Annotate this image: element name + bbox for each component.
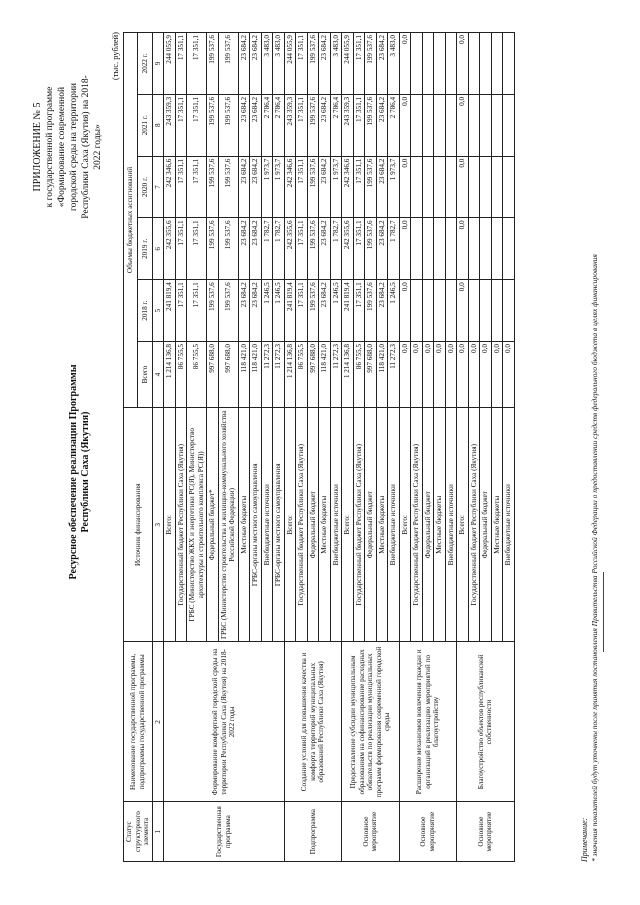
- year-value-cell: 17 351,1: [296, 94, 308, 156]
- total-value-cell: 11 272,3: [330, 342, 342, 408]
- table-body: [164, 33, 515, 862]
- year-value-cell: 199 537,6: [207, 280, 219, 342]
- year-value-cell: 17 351,1: [187, 33, 207, 95]
- source-cell: Федеральный бюджет: [307, 408, 319, 642]
- year-value-cell: 199 537,6: [307, 33, 319, 95]
- year-value-cell: 1 246,5: [273, 280, 285, 342]
- total-value-cell: 86 755,5: [187, 342, 207, 408]
- year-value-cell: 1 246,5: [330, 280, 342, 342]
- year-value-cell: 23 684,2: [250, 156, 262, 218]
- total-value-cell: 0,0: [411, 342, 423, 408]
- year-value-cell: [480, 156, 492, 218]
- total-value-cell: 997 688,0: [218, 342, 238, 408]
- total-value-cell: 1 214 136,8: [342, 342, 354, 408]
- header-row: [124, 33, 138, 862]
- year-value-cell: [422, 218, 434, 280]
- year-value-cell: [445, 218, 457, 280]
- year-value-cell: 23 684,2: [250, 33, 262, 95]
- total-value-cell: 118 421,0: [319, 342, 331, 408]
- total-value-cell: 0,0: [399, 342, 411, 408]
- total-value-cell: 118 421,0: [376, 342, 388, 408]
- col-number: 8: [152, 94, 164, 156]
- table-row: [284, 33, 296, 862]
- table-row: [457, 33, 469, 862]
- year-value-cell: 199 537,6: [207, 218, 219, 280]
- rotated-document-sheet: [28, 22, 613, 882]
- source-cell: Государственный бюджет Республики Саха (Якутия): [296, 408, 308, 642]
- col-source-header: Источник финансирования: [124, 408, 153, 642]
- total-value-cell: 0,0: [491, 342, 503, 408]
- year-value-cell: [480, 218, 492, 280]
- source-cell: Местные бюджеты: [434, 408, 446, 642]
- year-value-cell: 1 246,5: [388, 280, 400, 342]
- source-cell: Местные бюджеты: [319, 408, 331, 642]
- total-value-cell: 118 421,0: [250, 342, 262, 408]
- year-value-cell: 17 351,1: [187, 156, 207, 218]
- col-year-header: 2019 г.: [138, 218, 152, 280]
- year-value-cell: 0,0: [399, 94, 411, 156]
- year-value-cell: 0,0: [399, 156, 411, 218]
- total-value-cell: 86 755,5: [296, 342, 308, 408]
- footnote-rule: [603, 572, 604, 652]
- total-value-cell: 0,0: [480, 342, 492, 408]
- source-cell: ГРБС (Министерство строительства и жилищно-коммунального хозяйства Российской Федерации): [218, 408, 238, 642]
- year-value-cell: 199 537,6: [218, 94, 238, 156]
- appendix-header: [32, 32, 104, 262]
- year-value-cell: 17 351,1: [175, 33, 187, 95]
- source-cell: Местные бюджеты: [376, 408, 388, 642]
- col-year-header: 2020 г.: [138, 156, 152, 218]
- col-number: 1: [152, 802, 164, 862]
- total-value-cell: 997 688,0: [307, 342, 319, 408]
- year-value-cell: 242 346,6: [164, 156, 176, 218]
- year-value-cell: 2 786,4: [388, 94, 400, 156]
- total-value-cell: 0,0: [434, 342, 446, 408]
- total-value-cell: 0,0: [445, 342, 457, 408]
- year-value-cell: 1 973,7: [388, 156, 400, 218]
- total-value-cell: 11 272,3: [261, 342, 273, 408]
- source-cell: Местные бюджеты: [238, 408, 250, 642]
- appendix-line: «Формирование современной: [57, 86, 67, 208]
- year-value-cell: [434, 156, 446, 218]
- year-value-cell: 0,0: [399, 280, 411, 342]
- total-value-cell: 86 755,5: [353, 342, 365, 408]
- name-cell: Расширение механизмов вовлечения граждан и организаций в реализацию мероприятий по благоустройству: [399, 642, 457, 802]
- year-value-cell: 3 483,0: [273, 33, 285, 95]
- year-value-cell: 199 537,6: [218, 218, 238, 280]
- year-value-cell: 199 537,6: [365, 156, 377, 218]
- source-cell: Государственный бюджет Республики Саха (Якутия): [411, 408, 423, 642]
- year-value-cell: 1 973,7: [273, 156, 285, 218]
- unit-label: (тыс. рублей): [110, 32, 120, 81]
- year-value-cell: 1 246,5: [261, 280, 273, 342]
- year-value-cell: 243 359,3: [284, 94, 296, 156]
- year-value-cell: [434, 218, 446, 280]
- source-cell: Всего:: [457, 408, 469, 642]
- col-year-header: 2021 г.: [138, 94, 152, 156]
- total-value-cell: 118 421,0: [238, 342, 250, 408]
- year-value-cell: 2 786,4: [261, 94, 273, 156]
- year-value-cell: 1 782,7: [330, 218, 342, 280]
- year-value-cell: 23 684,2: [250, 218, 262, 280]
- year-value-cell: 23 684,2: [319, 218, 331, 280]
- source-cell: Государственный бюджет Республики Саха (Якутия): [175, 408, 187, 642]
- year-value-cell: [480, 94, 492, 156]
- total-value-cell: 0,0: [422, 342, 434, 408]
- year-value-cell: 1 973,7: [330, 156, 342, 218]
- year-value-cell: [491, 156, 503, 218]
- year-value-cell: [411, 33, 423, 95]
- source-cell: Внебюджетные источники: [445, 408, 457, 642]
- col-number: 3: [152, 408, 164, 642]
- year-value-cell: [445, 33, 457, 95]
- total-value-cell: 0,0: [503, 342, 515, 408]
- year-value-cell: [503, 218, 515, 280]
- col-number: 5: [152, 280, 164, 342]
- year-value-cell: 242 355,6: [284, 218, 296, 280]
- year-value-cell: 243 359,3: [164, 94, 176, 156]
- year-value-cell: 23 684,2: [319, 280, 331, 342]
- year-value-cell: 17 351,1: [353, 33, 365, 95]
- col-number: 9: [152, 33, 164, 95]
- year-value-cell: 199 537,6: [307, 280, 319, 342]
- year-value-cell: [468, 156, 480, 218]
- year-value-cell: 17 351,1: [187, 94, 207, 156]
- year-value-cell: 199 537,6: [365, 280, 377, 342]
- year-value-cell: 0,0: [457, 218, 469, 280]
- year-value-cell: [411, 156, 423, 218]
- status-cell: Основное мероприятие: [399, 802, 457, 862]
- source-cell: Всего:: [284, 408, 296, 642]
- year-value-cell: 1 782,7: [273, 218, 285, 280]
- year-value-cell: 23 684,2: [319, 33, 331, 95]
- appendix-number: ПРИЛОЖЕНИЕ № 5: [32, 102, 43, 192]
- resource-table: [123, 32, 515, 862]
- col-number: 2: [152, 642, 164, 802]
- col-volumes-header: Объемы бюджетных ассигнований: [124, 33, 138, 408]
- year-value-cell: 23 684,2: [238, 156, 250, 218]
- status-cell: Основное мероприятие: [342, 802, 400, 862]
- total-value-cell: 1 214 136,8: [284, 342, 296, 408]
- year-value-cell: [491, 218, 503, 280]
- status-cell: Государственная программа: [164, 802, 285, 862]
- status-cell: Основное мероприятие: [457, 802, 515, 862]
- year-value-cell: 3 483,0: [388, 33, 400, 95]
- year-value-cell: [491, 33, 503, 95]
- year-value-cell: 17 351,1: [296, 218, 308, 280]
- year-value-cell: 17 351,1: [175, 156, 187, 218]
- source-cell: Федеральный бюджет: [480, 408, 492, 642]
- year-value-cell: [491, 94, 503, 156]
- year-value-cell: 23 684,2: [238, 94, 250, 156]
- appendix-line: 2022 годы»: [93, 124, 103, 170]
- year-value-cell: 199 537,6: [218, 156, 238, 218]
- year-value-cell: 199 537,6: [365, 218, 377, 280]
- total-value-cell: 11 272,3: [388, 342, 400, 408]
- col-number: 4: [152, 342, 164, 408]
- source-cell: Федеральный бюджет: [365, 408, 377, 642]
- table-row: [342, 33, 354, 862]
- table-row: [164, 33, 176, 862]
- year-value-cell: [422, 156, 434, 218]
- document-title: [68, 262, 92, 682]
- year-value-cell: [503, 94, 515, 156]
- year-value-cell: 2 786,4: [273, 94, 285, 156]
- year-value-cell: 23 684,2: [319, 156, 331, 218]
- year-value-cell: 244 055,9: [284, 33, 296, 95]
- source-cell: Местные бюджеты: [491, 408, 503, 642]
- column-number-row: [152, 33, 164, 862]
- year-value-cell: 17 351,1: [187, 218, 207, 280]
- source-cell: Федеральный бюджет*: [207, 408, 219, 642]
- year-value-cell: 17 351,1: [175, 280, 187, 342]
- year-value-cell: 199 537,6: [307, 156, 319, 218]
- year-value-cell: 23 684,2: [238, 33, 250, 95]
- year-value-cell: 23 684,2: [250, 94, 262, 156]
- source-cell: Внебюджетные источники: [330, 408, 342, 642]
- year-value-cell: 1 782,7: [261, 218, 273, 280]
- title-line: Республики Саха (Якутия): [80, 411, 91, 533]
- col-year-header: 2022 г.: [138, 33, 152, 95]
- year-value-cell: 242 346,6: [284, 156, 296, 218]
- year-value-cell: 242 346,6: [342, 156, 354, 218]
- year-value-cell: 23 684,2: [376, 94, 388, 156]
- name-cell: Предоставление субсидии муниципальным образованиям на софинансирование расходных обязательств по реализации муниципальных программ формирования современной городской среды: [342, 642, 400, 802]
- title-line: Ресурсное обеспечение реализации Программы: [68, 364, 79, 580]
- year-value-cell: [422, 280, 434, 342]
- year-value-cell: [503, 33, 515, 95]
- year-value-cell: [445, 94, 457, 156]
- year-value-cell: 241 819,4: [342, 280, 354, 342]
- year-value-cell: [468, 218, 480, 280]
- col-total-header: Всего: [138, 342, 152, 408]
- total-value-cell: 997 688,0: [207, 342, 219, 408]
- year-value-cell: 23 684,2: [376, 280, 388, 342]
- year-value-cell: [468, 33, 480, 95]
- year-value-cell: 242 355,6: [342, 218, 354, 280]
- year-value-cell: 23 684,2: [250, 280, 262, 342]
- year-value-cell: [422, 33, 434, 95]
- total-value-cell: 0,0: [457, 342, 469, 408]
- year-value-cell: [480, 33, 492, 95]
- source-cell: Внебюджетные источники: [388, 408, 400, 642]
- col-number: 6: [152, 218, 164, 280]
- year-value-cell: 199 537,6: [218, 33, 238, 95]
- source-cell: Государственный бюджет Республики Саха (Якутия): [468, 408, 480, 642]
- year-value-cell: 199 537,6: [365, 33, 377, 95]
- status-cell: Подпрограмма: [284, 802, 342, 862]
- col-year-header: 2018 г.: [138, 280, 152, 342]
- year-value-cell: [491, 280, 503, 342]
- name-cell: Создание условий для повышения качества и комфорта территорий муниципальных образований Республики Саха (Якутия): [284, 642, 342, 802]
- total-value-cell: 997 688,0: [365, 342, 377, 408]
- year-value-cell: 17 351,1: [296, 156, 308, 218]
- year-value-cell: 243 359,3: [342, 94, 354, 156]
- source-cell: Всего:: [399, 408, 411, 642]
- year-value-cell: 23 684,2: [319, 94, 331, 156]
- year-value-cell: 199 537,6: [207, 94, 219, 156]
- year-value-cell: 23 684,2: [376, 33, 388, 95]
- source-cell: ГРБС-органы местного самоуправления: [273, 408, 285, 642]
- year-value-cell: [434, 280, 446, 342]
- year-value-cell: 244 055,9: [164, 33, 176, 95]
- appendix-line: Республики Саха (Якутия) на 2018-: [81, 75, 91, 219]
- year-value-cell: 17 351,1: [296, 33, 308, 95]
- year-value-cell: 0,0: [399, 218, 411, 280]
- year-value-cell: 0,0: [457, 156, 469, 218]
- year-value-cell: 199 537,6: [218, 280, 238, 342]
- year-value-cell: 17 351,1: [353, 280, 365, 342]
- year-value-cell: 0,0: [457, 94, 469, 156]
- year-value-cell: [503, 156, 515, 218]
- total-value-cell: 1 214 136,8: [164, 342, 176, 408]
- col-name-header: Наименование государственной программы, подпрограммы государственной программы: [124, 642, 153, 802]
- year-value-cell: [411, 280, 423, 342]
- total-value-cell: 11 272,3: [273, 342, 285, 408]
- year-value-cell: 2 786,4: [330, 94, 342, 156]
- year-value-cell: 17 351,1: [353, 94, 365, 156]
- year-value-cell: [480, 280, 492, 342]
- year-value-cell: [422, 94, 434, 156]
- year-value-cell: 199 537,6: [207, 33, 219, 95]
- table-row: [399, 33, 411, 862]
- year-value-cell: 3 483,0: [330, 33, 342, 95]
- year-value-cell: [503, 280, 515, 342]
- year-value-cell: 23 684,2: [238, 218, 250, 280]
- note-text: * значения показателей будут уточнены после принятия постановления Правительства Российской Федерации о предоставлении средств федерального бюджета в целях финансирования: [590, 254, 599, 862]
- note-label: Примечание:: [580, 817, 589, 862]
- year-value-cell: 17 351,1: [353, 156, 365, 218]
- year-value-cell: 17 351,1: [175, 218, 187, 280]
- year-value-cell: 17 351,1: [353, 218, 365, 280]
- year-value-cell: [468, 280, 480, 342]
- name-cell: Благоустройство объектов республиканской собственности: [457, 642, 515, 802]
- year-value-cell: 17 351,1: [296, 280, 308, 342]
- source-cell: Всего:: [342, 408, 354, 642]
- source-cell: Государственный бюджет Республики Саха (Якутия): [353, 408, 365, 642]
- year-value-cell: 0,0: [399, 33, 411, 95]
- appendix-line: к государственной программе: [45, 86, 55, 208]
- year-value-cell: 242 355,6: [164, 218, 176, 280]
- year-value-cell: 241 819,4: [284, 280, 296, 342]
- year-value-cell: 17 351,1: [175, 94, 187, 156]
- year-value-cell: [434, 33, 446, 95]
- year-value-cell: 244 055,9: [342, 33, 354, 95]
- total-value-cell: 0,0: [468, 342, 480, 408]
- year-value-cell: 199 537,6: [207, 156, 219, 218]
- year-value-cell: [411, 218, 423, 280]
- year-value-cell: 241 819,4: [164, 280, 176, 342]
- year-value-cell: [445, 156, 457, 218]
- year-value-cell: 23 684,2: [238, 280, 250, 342]
- year-value-cell: 17 351,1: [187, 280, 207, 342]
- col-status-header: Статус структурного элемента: [124, 802, 153, 862]
- appendix-line: городской среды на территории: [69, 83, 79, 211]
- year-value-cell: 1 973,7: [261, 156, 273, 218]
- year-value-cell: 23 684,2: [376, 218, 388, 280]
- source-cell: ГРБС-органы местного самоуправления: [250, 408, 262, 642]
- year-value-cell: [411, 94, 423, 156]
- total-value-cell: 86 755,5: [175, 342, 187, 408]
- year-value-cell: 199 537,6: [307, 94, 319, 156]
- name-cell: Формирование комфортной городской среды на территории Республики Саха (Якутия) на 2018-2022 годы: [164, 642, 285, 802]
- source-cell: Внебюджетные источники: [261, 408, 273, 642]
- source-cell: ГРБС (Министерство ЖКХ и энергетики РС(Я), Министерство архитектуры и строительного комплекса РС(Я)): [187, 408, 207, 642]
- year-value-cell: [468, 94, 480, 156]
- year-value-cell: 0,0: [457, 33, 469, 95]
- year-value-cell: 3 483,0: [261, 33, 273, 95]
- source-cell: Внебюджетные источники: [503, 408, 515, 642]
- year-value-cell: 199 537,6: [365, 94, 377, 156]
- footnote: [580, 254, 600, 862]
- col-number: 7: [152, 156, 164, 218]
- year-value-cell: 0,0: [457, 280, 469, 342]
- source-cell: Федеральный бюджет: [422, 408, 434, 642]
- year-value-cell: [445, 280, 457, 342]
- year-value-cell: 23 684,2: [376, 156, 388, 218]
- year-value-cell: 1 782,7: [388, 218, 400, 280]
- year-value-cell: 199 537,6: [307, 218, 319, 280]
- source-cell: Всего:: [164, 408, 176, 642]
- year-value-cell: [434, 94, 446, 156]
